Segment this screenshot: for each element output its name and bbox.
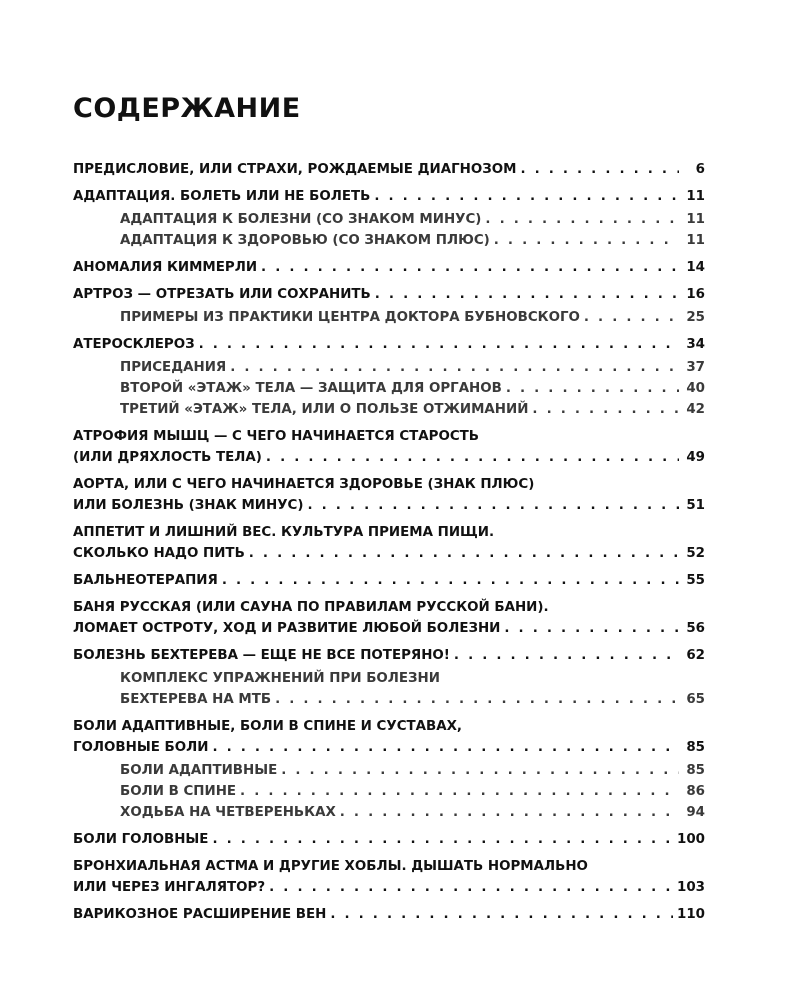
- dot-leader: [261, 257, 679, 278]
- toc-subentry-line: [73, 781, 705, 802]
- toc-entry-line: [73, 543, 705, 564]
- dot-leader: [281, 760, 679, 781]
- dot-leader: [506, 378, 679, 399]
- toc-entry-line: [73, 284, 705, 305]
- toc-subentry[interactable]: [73, 230, 705, 251]
- toc-entry-line: [73, 597, 705, 618]
- toc-entry-line: [73, 829, 705, 850]
- toc-entry[interactable]: [73, 570, 705, 591]
- dot-leader: [454, 645, 679, 666]
- toc-entry[interactable]: [73, 426, 705, 468]
- toc-entry[interactable]: [73, 186, 705, 251]
- toc-subentry-line: [73, 357, 705, 378]
- dot-leader: [485, 209, 679, 230]
- toc-subentry[interactable]: [73, 668, 705, 710]
- dot-leader: [532, 399, 679, 420]
- toc-entry-title: АРТРОЗ — ОТРЕЗАТЬ ИЛИ СОХРАНИТЬ: [73, 287, 371, 302]
- toc-entry-page-number: 103: [677, 880, 705, 895]
- toc-entry-page-number: 6: [695, 162, 705, 177]
- toc-subentry-page-number: 94: [686, 805, 705, 820]
- dot-leader: [199, 334, 679, 355]
- toc-entry-title: БАНЯ РУССКАЯ (ИЛИ САУНА ПО ПРАВИЛАМ РУССКОЙ БАНИ).: [73, 600, 549, 615]
- toc-subentry-page-number: 11: [686, 233, 705, 248]
- toc-entry-page-number: 34: [686, 337, 705, 352]
- dot-leader: [212, 829, 673, 850]
- dot-leader: [375, 284, 679, 305]
- toc-subentry[interactable]: [73, 307, 705, 328]
- toc-entry-page-number: 100: [677, 832, 705, 847]
- toc-entry-line: [73, 645, 705, 666]
- toc-entry-line: [73, 159, 705, 180]
- toc-entry-title: БОЛЕЗНЬ БЕХТЕРЕВА — ЕЩЕ НЕ ВСЕ ПОТЕРЯНО!: [73, 648, 450, 663]
- toc-entry-line: [73, 186, 705, 207]
- toc-entry[interactable]: [73, 334, 705, 420]
- toc-subentry-line: [73, 689, 705, 710]
- toc-subentry[interactable]: [73, 399, 705, 420]
- toc-entry-line: [73, 716, 705, 737]
- toc-entry[interactable]: [73, 474, 705, 516]
- toc-subentry-title: БОЛИ АДАПТИВНЫЕ: [120, 763, 278, 778]
- dot-leader: [330, 904, 673, 925]
- toc-subentry-line: [73, 760, 705, 781]
- toc-subentry-line: [73, 209, 705, 230]
- toc-entry[interactable]: [73, 904, 705, 925]
- dot-leader: [504, 618, 679, 639]
- toc-subentry[interactable]: [73, 209, 705, 230]
- toc-subentry-title: ВТОРОЙ «ЭТАЖ» ТЕЛА — ЗАЩИТА ДЛЯ ОРГАНОВ: [120, 381, 502, 396]
- toc-subentry-title: АДАПТАЦИЯ К ЗДОРОВЬЮ (СО ЗНАКОМ ПЛЮС): [120, 233, 490, 248]
- toc-subentry-title: БЕХТЕРЕВА НА МТБ: [120, 692, 272, 707]
- toc-entry-line: [73, 737, 705, 758]
- dot-leader: [494, 230, 679, 251]
- toc-entry-page-number: 85: [686, 740, 705, 755]
- toc-entry-page-number: 110: [677, 907, 705, 922]
- toc-subentry[interactable]: [73, 378, 705, 399]
- toc-subentry[interactable]: [73, 760, 705, 781]
- toc-subentry-line: [73, 378, 705, 399]
- toc-entry-page-number: 49: [686, 450, 705, 465]
- dot-leader: [222, 570, 679, 591]
- dot-leader: [340, 802, 679, 823]
- toc-subentry-line: [73, 307, 705, 328]
- toc-entry-title: ПРЕДИСЛОВИЕ, ИЛИ СТРАХИ, РОЖДАЕМЫЕ ДИАГНОЗОМ: [73, 162, 517, 177]
- toc-entry-title: ВАРИКОЗНОЕ РАСШИРЕНИЕ ВЕН: [73, 907, 327, 922]
- toc-subentry-title: КОМПЛЕКС УПРАЖНЕНИЙ ПРИ БОЛЕЗНИ: [120, 671, 440, 686]
- toc-subentry-title: ТРЕТИЙ «ЭТАЖ» ТЕЛА, ИЛИ О ПОЛЬЗЕ ОТЖИМАНИЙ: [120, 402, 529, 417]
- toc-subentry-title: ХОДЬБА НА ЧЕТВЕРЕНЬКАХ: [120, 805, 336, 820]
- toc-subentry-page-number: 85: [686, 763, 705, 778]
- toc-entry-page-number: 52: [686, 546, 705, 561]
- toc-entry-title: ИЛИ БОЛЕЗНЬ (ЗНАК МИНУС): [73, 498, 304, 513]
- toc-entry-line: [73, 618, 705, 639]
- toc-entry-title: АОРТА, ИЛИ С ЧЕГО НАЧИНАЕТСЯ ЗДОРОВЬЕ (ЗНАК ПЛЮС): [73, 477, 535, 492]
- dot-leader: [307, 495, 679, 516]
- page-title: СОДЕРЖАНИЕ: [73, 93, 301, 124]
- toc-entry[interactable]: [73, 597, 705, 639]
- toc-subentry-title: АДАПТАЦИЯ К БОЛЕЗНИ (СО ЗНАКОМ МИНУС): [120, 212, 482, 227]
- toc-entry-title: ГОЛОВНЫЕ БОЛИ: [73, 740, 209, 755]
- toc-subentry-page-number: 42: [686, 402, 705, 417]
- toc-entry[interactable]: [73, 257, 705, 278]
- toc-subentry-title: ПРИСЕДАНИЯ: [120, 360, 227, 375]
- toc-subentry-page-number: 37: [686, 360, 705, 375]
- toc-entry-line: [73, 877, 705, 898]
- toc-entry-line: [73, 522, 705, 543]
- toc-entry-title: АППЕТИТ И ЛИШНИЙ ВЕС. КУЛЬТУРА ПРИЕМА ПИЩИ.: [73, 525, 495, 540]
- toc-entry-line: [73, 495, 705, 516]
- toc-entry-page-number: 51: [686, 498, 705, 513]
- toc-subentry-line: [73, 399, 705, 420]
- toc-entry[interactable]: [73, 645, 705, 710]
- toc-entry-line: [73, 447, 705, 468]
- dot-leader: [212, 737, 679, 758]
- toc-entry-line: [73, 570, 705, 591]
- toc-entry-title: БОЛИ АДАПТИВНЫЕ, БОЛИ В СПИНЕ И СУСТАВАХ,: [73, 719, 462, 734]
- toc-entry-title: ЛОМАЕТ ОСТРОТУ, ХОД И РАЗВИТИЕ ЛЮБОЙ БОЛЕЗНИ: [73, 621, 501, 636]
- toc-entry-title: БАЛЬНЕОТЕРАПИЯ: [73, 573, 218, 588]
- toc-subentry-line: [73, 230, 705, 251]
- toc-subentry[interactable]: [73, 781, 705, 802]
- toc-entry-page-number: 56: [686, 621, 705, 636]
- toc-subentry-line: [73, 668, 705, 689]
- dot-leader: [240, 781, 679, 802]
- toc-entry-title: (ИЛИ ДРЯХЛОСТЬ ТЕЛА): [73, 450, 262, 465]
- toc-subentry-page-number: 25: [686, 310, 705, 325]
- dot-leader: [374, 186, 679, 207]
- toc-subentry-page-number: 86: [686, 784, 705, 799]
- toc-entry-page-number: 55: [686, 573, 705, 588]
- toc-entry-line: [73, 426, 705, 447]
- dot-leader: [275, 689, 679, 710]
- toc-entry-title: СКОЛЬКО НАДО ПИТЬ: [73, 546, 245, 561]
- toc-entry-line: [73, 257, 705, 278]
- dot-leader: [584, 307, 679, 328]
- toc-entry-page-number: 16: [686, 287, 705, 302]
- toc-subentry-page-number: 11: [686, 212, 705, 227]
- toc-entry[interactable]: [73, 716, 705, 823]
- toc-entry-page-number: 14: [686, 260, 705, 275]
- toc-entry-title: ИЛИ ЧЕРЕЗ ИНГАЛЯТОР?: [73, 880, 266, 895]
- toc-entry-line: [73, 334, 705, 355]
- dot-leader: [266, 447, 679, 468]
- toc-entry-page-number: 62: [686, 648, 705, 663]
- toc-entry-title: АДАПТАЦИЯ. БОЛЕТЬ ИЛИ НЕ БОЛЕТЬ: [73, 189, 371, 204]
- toc-subentry[interactable]: [73, 357, 705, 378]
- toc-entry[interactable]: [73, 159, 705, 180]
- dot-leader: [230, 357, 679, 378]
- toc-entry-line: [73, 474, 705, 495]
- toc-entry-line: [73, 856, 705, 877]
- toc-entry-title: БОЛИ ГОЛОВНЫЕ: [73, 832, 209, 847]
- toc-subentry-title: ПРИМЕРЫ ИЗ ПРАКТИКИ ЦЕНТРА ДОКТОРА БУБНОВСКОГО: [120, 310, 580, 325]
- toc-entry[interactable]: [73, 284, 705, 328]
- toc-entry-title: БРОНХИАЛЬНАЯ АСТМА И ДРУГИЕ ХОБЛЫ. ДЫШАТЬ НОРМАЛЬНО: [73, 859, 588, 874]
- toc-entry-page-number: 11: [686, 189, 705, 204]
- toc-entry[interactable]: [73, 829, 705, 850]
- toc-entry[interactable]: [73, 522, 705, 564]
- toc-entry-title: АТЕРОСКЛЕРОЗ: [73, 337, 195, 352]
- toc-entry[interactable]: [73, 856, 705, 898]
- table-of-contents: [73, 159, 705, 931]
- toc-subentry-line: [73, 802, 705, 823]
- toc-subentry-title: БОЛИ В СПИНЕ: [120, 784, 237, 799]
- toc-entry-title: АТРОФИЯ МЫШЦ — С ЧЕГО НАЧИНАЕТСЯ СТАРОСТЬ: [73, 429, 480, 444]
- toc-subentry[interactable]: [73, 802, 705, 823]
- dot-leader: [249, 543, 679, 564]
- toc-entry-title: АНОМАЛИЯ КИММЕРЛИ: [73, 260, 258, 275]
- dot-leader: [520, 159, 679, 180]
- toc-subentry-page-number: 40: [686, 381, 705, 396]
- dot-leader: [269, 877, 673, 898]
- toc-entry-line: [73, 904, 705, 925]
- toc-subentry-page-number: 65: [686, 692, 705, 707]
